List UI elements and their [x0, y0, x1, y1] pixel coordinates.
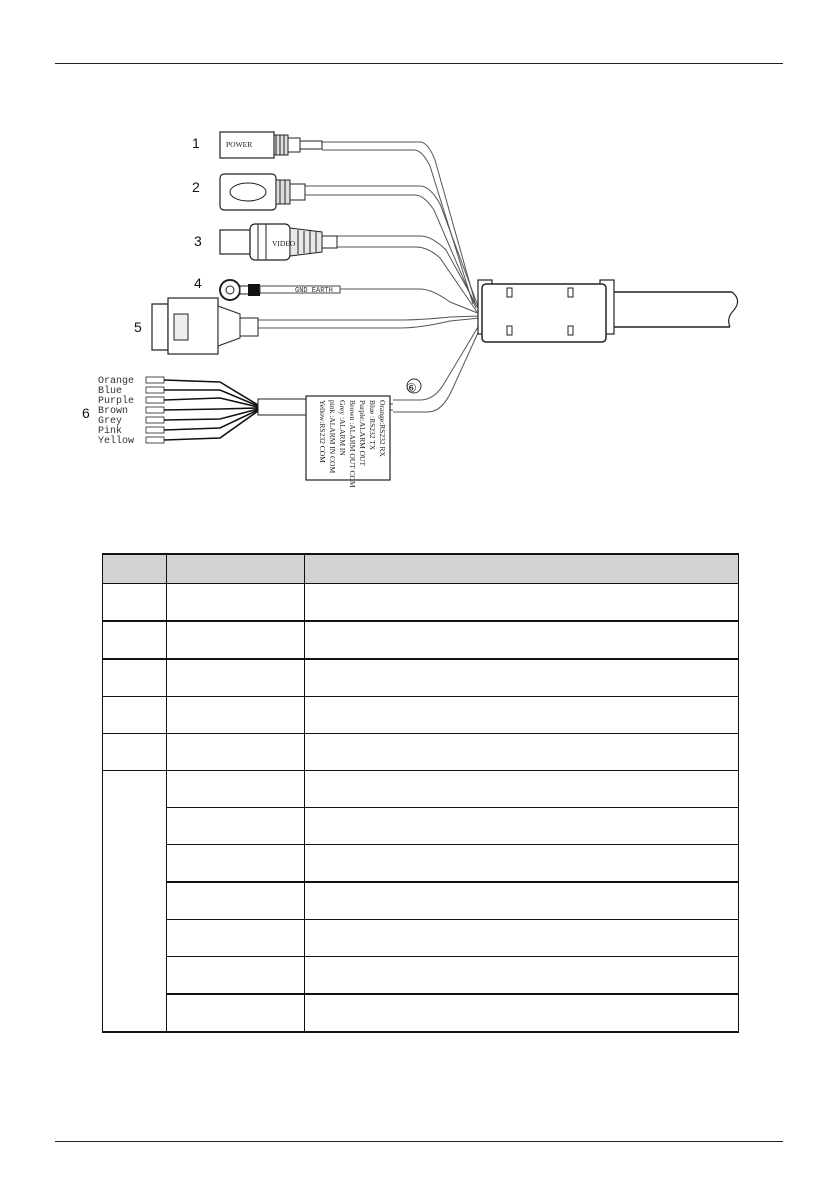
table-cell	[167, 920, 305, 957]
table-cell	[103, 584, 167, 622]
table-cell	[305, 920, 739, 957]
table-row	[103, 808, 739, 845]
table-cell	[103, 734, 167, 771]
callout-6: 6	[82, 405, 90, 421]
tag-line-3: Purple:ALARM OUT	[358, 400, 367, 467]
main-cable	[614, 292, 738, 327]
callout-4: 4	[194, 275, 202, 291]
header-cell-no	[103, 554, 167, 584]
callout-3: 3	[194, 233, 202, 249]
usb-connector	[220, 174, 305, 210]
table-row	[103, 621, 739, 659]
wire-orange: Orange	[98, 376, 135, 387]
table-cell	[305, 734, 739, 771]
table-cell	[305, 957, 739, 995]
callout-1: 1	[192, 135, 200, 151]
wire-blue: Blue	[98, 386, 123, 397]
table-cell	[167, 882, 305, 920]
wire-pink: Pink	[98, 426, 123, 437]
table-cell	[167, 957, 305, 995]
wire-yellow: Yellow	[98, 436, 135, 447]
table-row	[103, 994, 739, 1032]
table-cell	[305, 882, 739, 920]
table-row	[103, 697, 739, 734]
converging-wires	[258, 142, 482, 412]
header-cell-name	[167, 554, 305, 584]
tag-line-7: Yellow:RS232 COM	[318, 400, 327, 463]
table-cell	[305, 584, 739, 622]
table-row	[103, 659, 739, 697]
table-cell	[167, 734, 305, 771]
junction-box	[478, 280, 614, 342]
power-label: POWER	[226, 140, 253, 149]
table-cell	[167, 771, 305, 808]
video-label: VIDEO	[272, 239, 296, 248]
tag-line-6: pink :ALARM IN COM	[328, 400, 337, 474]
header-cell-description	[305, 554, 739, 584]
tag-line-4: Brown :ALARM OUT COM	[348, 400, 357, 488]
table-cell	[167, 845, 305, 883]
table-cell	[305, 659, 739, 697]
table-row	[103, 734, 739, 771]
video-connector	[220, 224, 337, 260]
cable-diagram	[82, 120, 760, 490]
wire-grey: Grey	[98, 416, 123, 427]
table-cell	[305, 621, 739, 659]
table-cell	[103, 659, 167, 697]
header-rule	[55, 63, 783, 64]
bundle-marker: ⑥	[406, 381, 417, 395]
table-cell	[167, 994, 305, 1032]
table-cell	[103, 621, 167, 659]
gnd-label: GND EARTH	[295, 287, 333, 295]
tag-line-2: Blue :RS232 TX	[368, 400, 377, 451]
callout-2: 2	[192, 179, 200, 195]
table-cell	[167, 659, 305, 697]
table-cell	[167, 808, 305, 845]
table-row	[103, 584, 739, 622]
tag-line-5: Grey :ALARM IN	[338, 400, 347, 456]
network-connector	[152, 298, 258, 354]
table-cell	[305, 808, 739, 845]
table-cell	[305, 771, 739, 808]
table-cell	[167, 621, 305, 659]
table-row	[103, 771, 739, 808]
table-cell	[305, 845, 739, 883]
table-header-row	[103, 554, 739, 584]
table-cell	[305, 697, 739, 734]
tag-line-1: Orange:RS232 RX	[378, 400, 387, 457]
interface-table	[102, 553, 739, 1033]
wire-tag	[306, 396, 390, 488]
power-connector	[220, 132, 322, 158]
table-cell	[167, 697, 305, 734]
callout-5: 5	[134, 319, 142, 335]
table-row	[103, 957, 739, 995]
table-cell	[103, 697, 167, 734]
ground-terminal	[220, 280, 340, 300]
table-row	[103, 845, 739, 883]
table-row	[103, 920, 739, 957]
footer-rule	[55, 1141, 783, 1142]
table-cell	[167, 584, 305, 622]
table-row	[103, 882, 739, 920]
table-cell-merged	[103, 771, 167, 1033]
wire-purple: Purple	[98, 396, 135, 407]
wire-brown: Brown	[98, 406, 129, 417]
table-cell	[305, 994, 739, 1032]
